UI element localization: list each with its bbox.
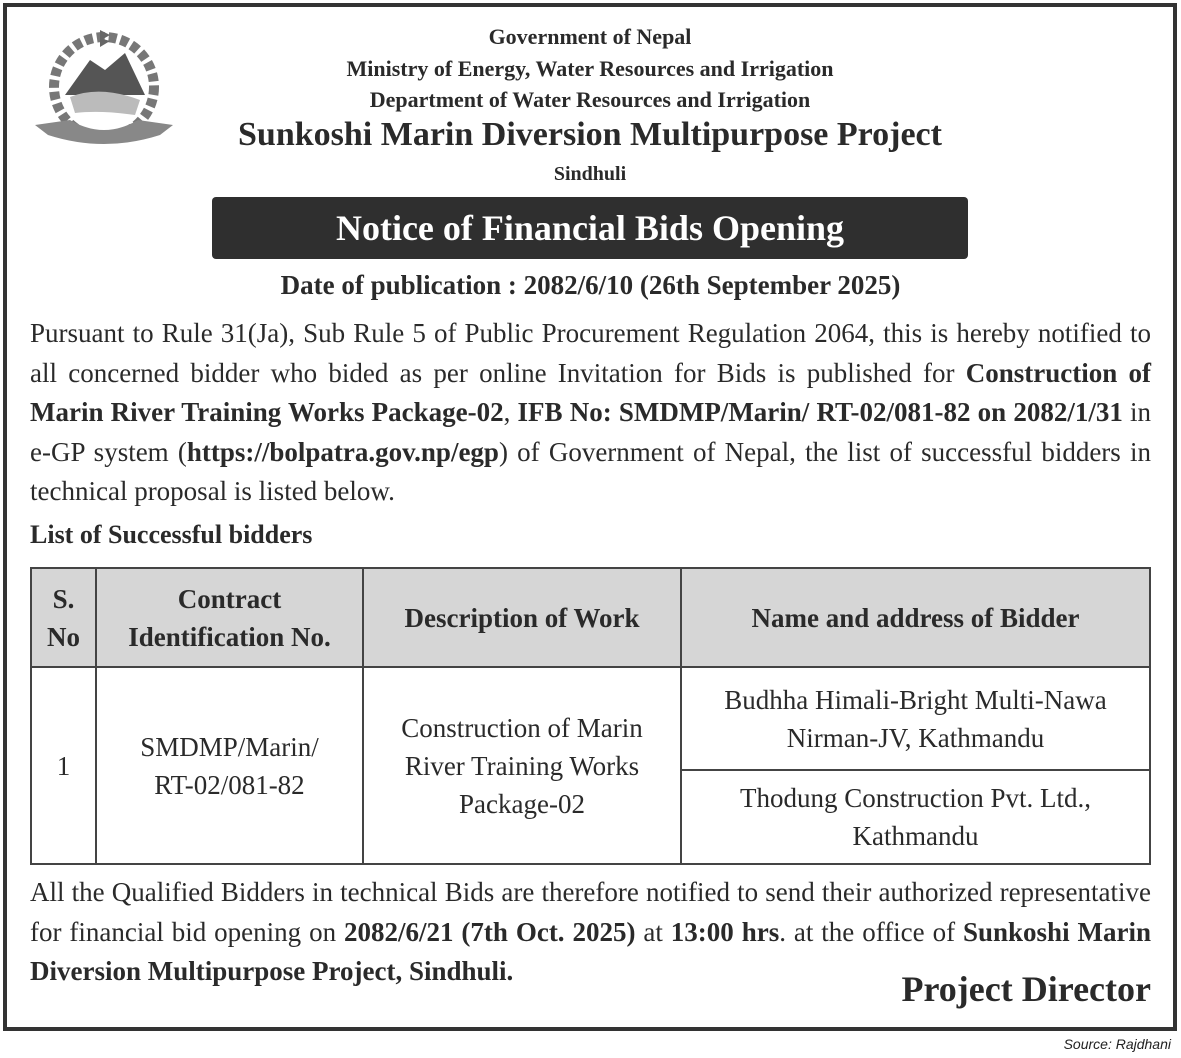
header-sno: S. No <box>31 568 96 667</box>
table-row <box>31 667 1150 770</box>
text-segment: at <box>635 916 671 947</box>
ministry-line: Ministry of Energy, Water Resources and Irrigation <box>346 56 834 81</box>
header-contract-id: Contract Identification No. <box>96 568 363 667</box>
signature-title: Project Director <box>901 969 1151 1009</box>
text-segment: . at the office of <box>779 916 963 947</box>
text-segment: ) of Government of Nepal, the list of successful bidders in technical proposal is listed below. <box>30 436 1151 506</box>
bold-text-segment: https://bolpatra.gov.np/egp <box>186 436 499 467</box>
table-header-row <box>31 568 1150 667</box>
cell-bidder-1: Budhha Himali-Bright Multi-Nawa Nirman-JV, Kathmandu <box>681 667 1150 770</box>
text-segment: in e-GP system ( <box>30 397 1151 467</box>
cell-contract-id: SMDMP/Marin/ RT-02/081-82 <box>96 667 363 864</box>
list-title: List of Successful bidders <box>30 520 313 549</box>
project-location: Sindhuli <box>553 163 627 185</box>
notice-title: Notice of Financial Bids Opening <box>212 197 968 259</box>
bold-text-segment: Sunkoshi Marin Diversion Multipurpose Project, Sindhuli. <box>30 916 1151 986</box>
successful-bidders-table <box>30 567 1151 865</box>
text-segment: All the Qualified Bidders in technical Bids are therefore notified to send their authorized representative for financial bid opening on <box>30 877 1151 947</box>
header-description: Description of Work <box>363 568 681 667</box>
publication-date: Date of publication : 2082/6/10 (26th September 2025) <box>280 270 901 300</box>
cell-sno: 1 <box>31 667 96 864</box>
bold-text-segment: IFB No: SMDMP/Marin/ RT-02/081-82 on 2082/1/31 <box>517 397 1123 427</box>
cell-description: Construction of Marin River Training Works Package-02 <box>363 667 681 864</box>
text-segment: Pursuant to Rule 31(Ja), Sub Rule 5 of Public Procurement Regulation 2064, this is hereby notified to all concerned bidder who bided as per online Invitation for Bids is published for <box>30 318 1151 388</box>
intro-paragraph <box>30 314 1151 512</box>
bold-text-segment: Construction of Marin River Training Works Package-02 <box>30 357 1151 427</box>
government-line: Government of Nepal <box>488 24 692 49</box>
bold-text-segment: 2082/6/21 (7th Oct. 2025) <box>344 916 636 947</box>
project-name: Sunkoshi Marin Diversion Multipurpose Project <box>238 116 942 153</box>
bold-text-segment: 13:00 hrs <box>670 916 780 947</box>
header-bidder: Name and address of Bidder <box>681 568 1150 667</box>
source-credit: Source: Rajdhani <box>1063 1036 1171 1052</box>
cell-bidder-2: Thodung Construction Pvt. Ltd., Kathmandu <box>681 770 1150 864</box>
text-segment: , <box>503 397 518 427</box>
department-line: Department of Water Resources and Irrigation <box>369 87 811 112</box>
